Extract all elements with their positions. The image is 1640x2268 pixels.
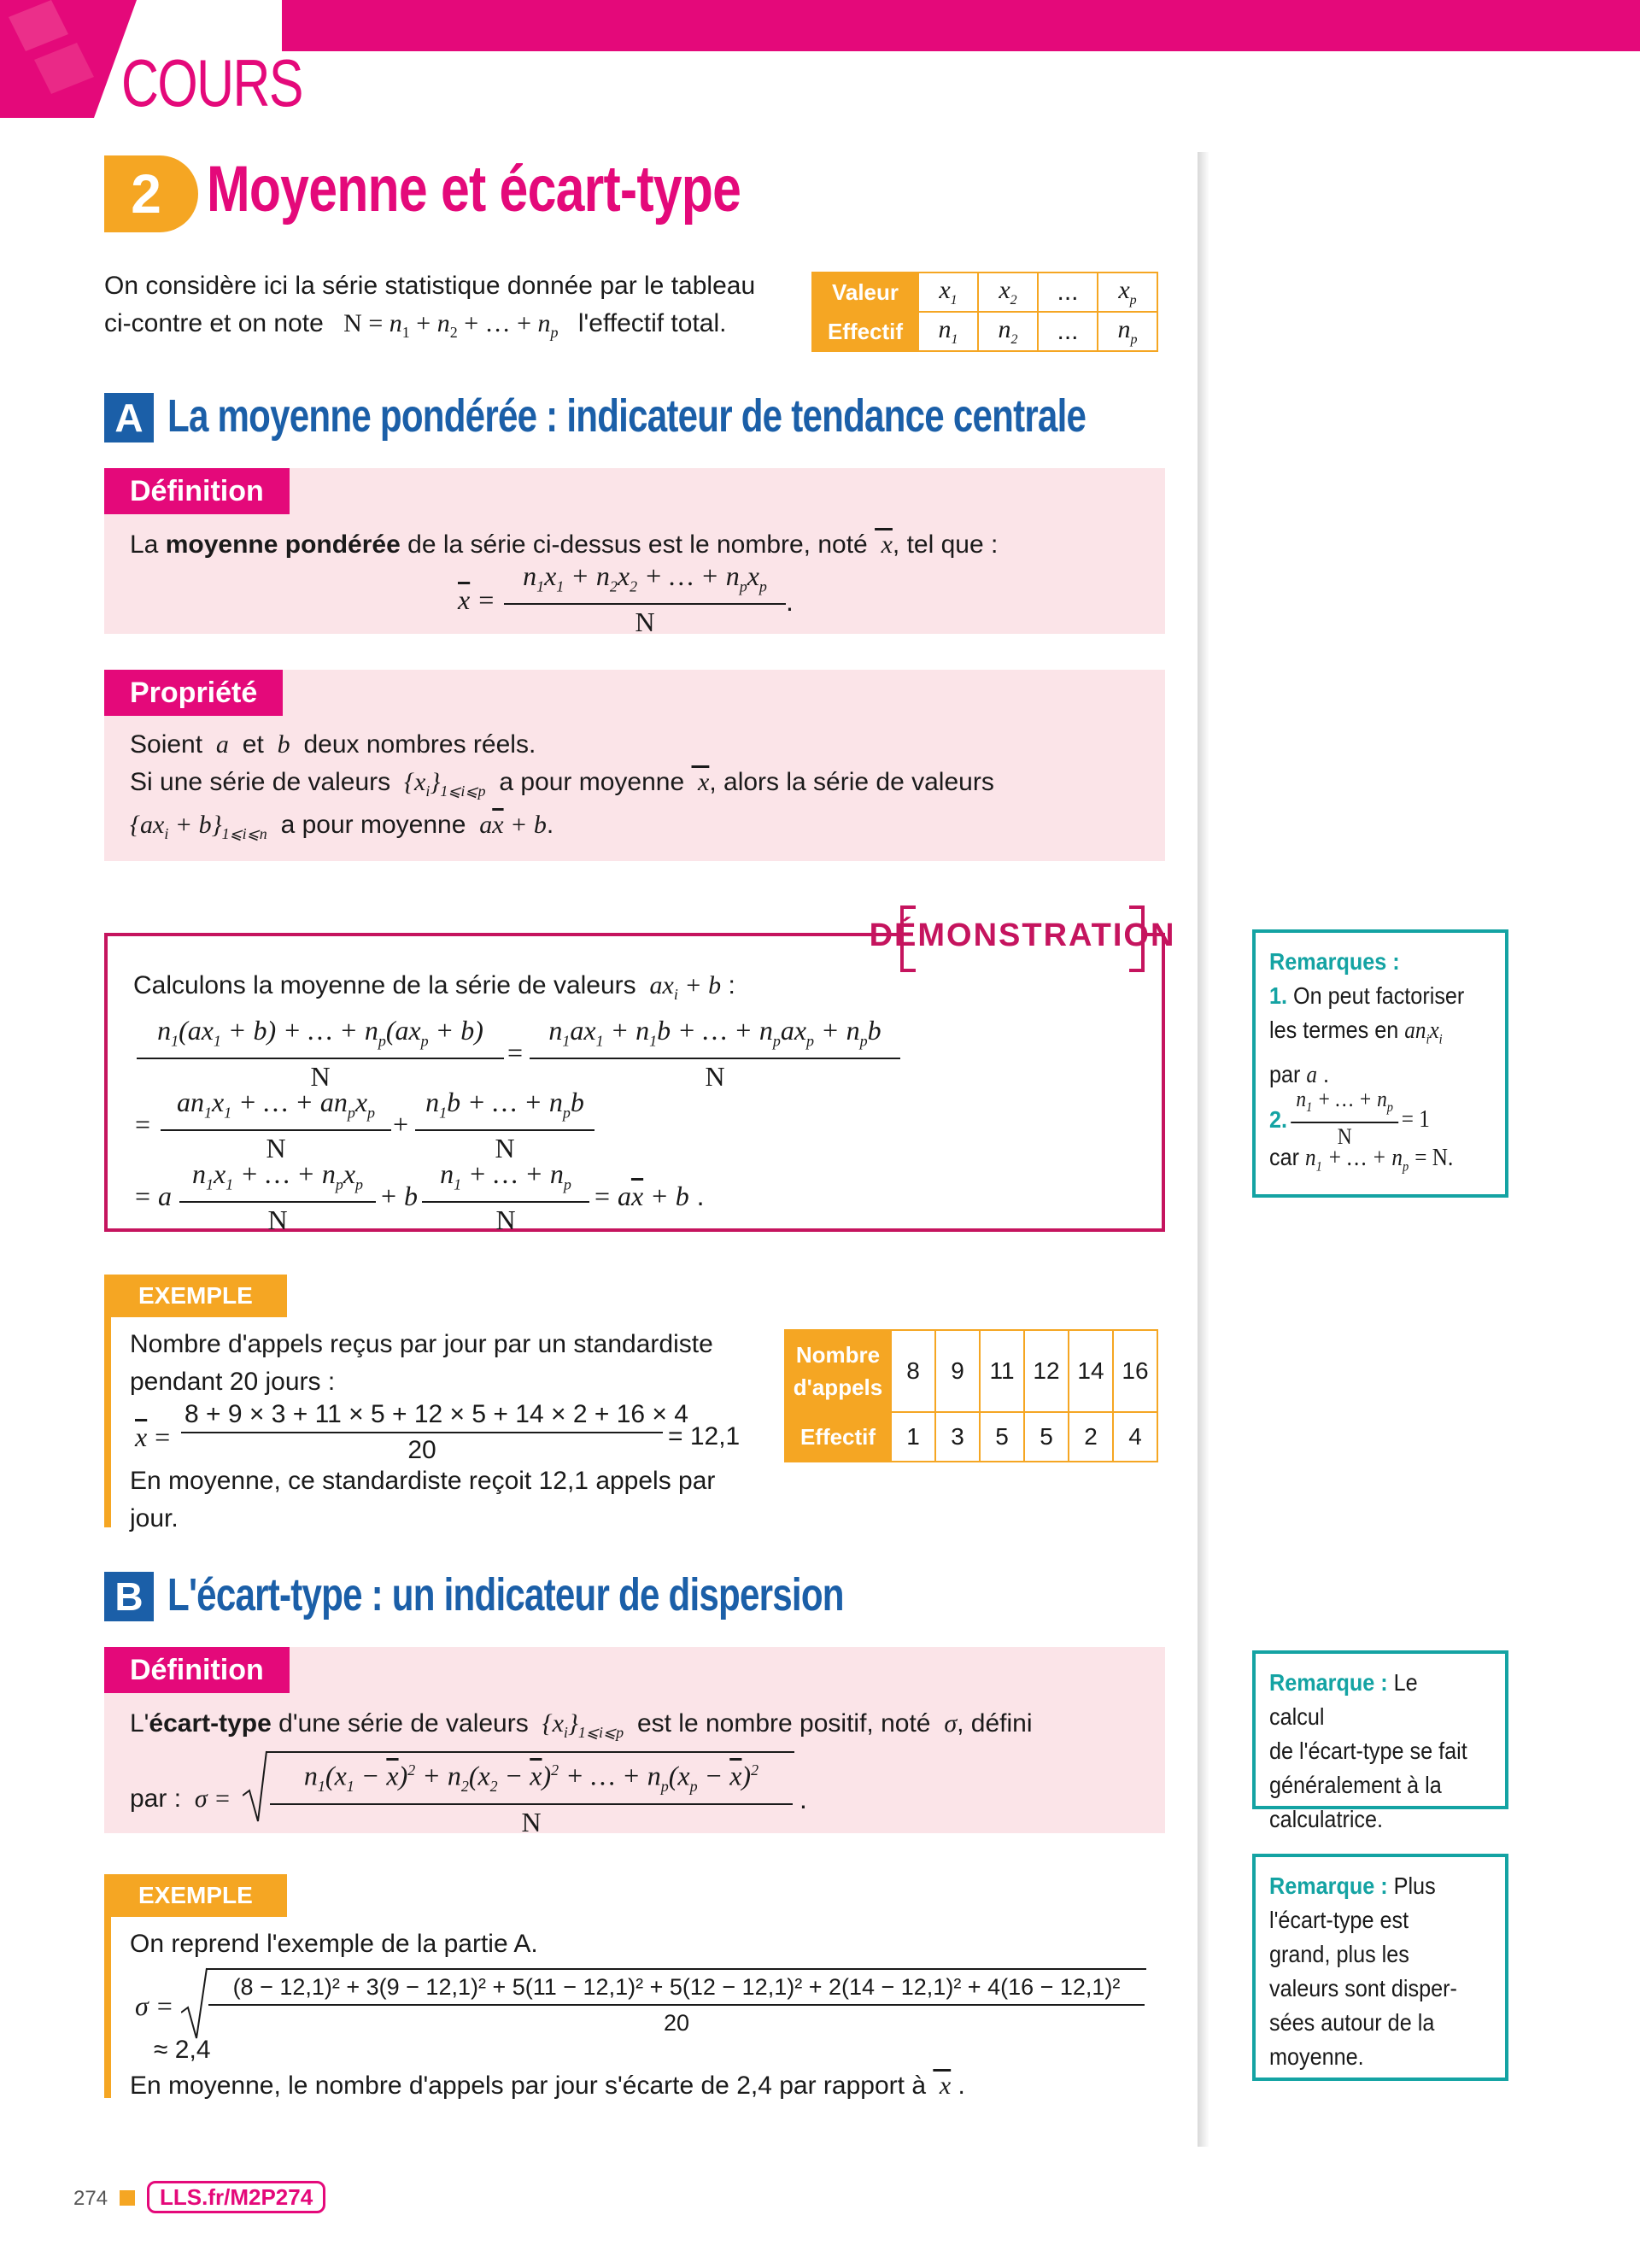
calls-value: 8 (891, 1330, 935, 1412)
remark-1-num2: 2. (1269, 1105, 1288, 1133)
value-ellipsis: ... (1038, 273, 1098, 312)
remark-1-line3: par (1269, 1060, 1301, 1087)
property-line-2 (130, 764, 994, 810)
header-bar (282, 0, 1640, 51)
calls-table-header-2: Effectif (785, 1412, 891, 1462)
remark-2-title: Remarque : (1269, 1669, 1388, 1696)
example-b-conclusion: En moyenne, le nombre d'appels par jour s'écarte de 2,4 par rapport à x . (130, 2072, 965, 2100)
x-bar-symbol: x (875, 530, 893, 559)
count-np: $n_p$ (1098, 312, 1157, 351)
example-b-denominator: 20 (663, 2010, 690, 2036)
value-table-header-value: Valeur (812, 273, 918, 312)
mean-formula-fraction: $n_1x_1 + n_2x_2$ + … + $n_px_p$ N (504, 559, 786, 639)
mean-ax-b: $a\overline{x} + b$ (472, 811, 547, 839)
calls-count: 5 (980, 1412, 1024, 1462)
demo-step3-b: $\frac{n_1 + \dots + n_p}{N}$ (422, 1157, 589, 1237)
intro-line-2b: l'effectif total. (577, 309, 727, 337)
page-shadow (1198, 152, 1210, 2147)
total-formula: $N = n_1 + n_2$ + … + $n_p$ (331, 309, 559, 341)
remark-3-line1: Plus (1387, 1872, 1436, 1899)
section-number: 2 (104, 155, 198, 232)
x-bar-symbol-2: x (691, 768, 710, 796)
def-a-bold: moyenne pondérée (165, 530, 401, 559)
calls-value: 9 (935, 1330, 980, 1412)
prop-l1c: deux nombres réels. (303, 730, 536, 759)
demo-step1-rhs: $n_1ax_1 + n_1b$ + … + $n_pax_p + n_pb$ N (530, 1013, 900, 1093)
prop-l2a: Si une série de valeurs (130, 768, 391, 796)
value-table-header-count: Effectif (812, 312, 918, 351)
std-formula-fraction: $\frac{n_1(x_1 - \overline{x})^2 + n_2(x_2 - \overline{x})^2 + \dots + n_p(x_p - \overline{x})^2}{N}$ (270, 1753, 793, 1839)
remark-box-1 (1252, 929, 1508, 1198)
remark-3-line3: grand, plus les (1269, 1941, 1409, 1967)
remark-1-line1: On peut factoriser (1287, 982, 1465, 1009)
example-b-sigma: σ = (135, 1990, 174, 2021)
example-b-conclusion-text: En moyenne, le nombre d'appels par jour s'écarte de 2,4 par rapport à (130, 2072, 927, 2100)
remark-1-content: Remarques : 1. On peut factoriser les termes en $an_ix_i$ par a . 2. $\frac{n_1 + \dots + n_p}{N}$ = 1 car $n_1$ + … + $n_p = N$. (1269, 945, 1469, 1184)
demo-eq-1: = (507, 1037, 524, 1068)
example-a-line-4: jour. (130, 1504, 179, 1533)
mean-formula-lhs: $\overline{x}$ = (458, 584, 495, 615)
def-b-before: L' (130, 1709, 149, 1738)
def-b-end: , défini (957, 1709, 1033, 1738)
value-xp: $x_p$ (1098, 273, 1157, 312)
demo-term: $ax_i + b$ (643, 971, 722, 1003)
mean-formula-dot: . (786, 586, 794, 617)
definition-a-tag: Définition (104, 468, 290, 514)
remark-2-content (1269, 1666, 1469, 1837)
count-ellipsis: ... (1038, 312, 1098, 351)
remark-box-3 (1252, 1854, 1508, 2081)
definition-b-tag: Définition (104, 1647, 290, 1693)
prop-l2c: , alors la série de valeurs (709, 768, 994, 796)
part-a-title: La moyenne pondérée : indicateur de tendance centrale (167, 390, 1086, 442)
sqrt-sign (243, 1749, 268, 1823)
prop-l2b: a pour moyenne (499, 768, 685, 796)
prop-l3: a pour moyenne (280, 811, 466, 839)
remark-1-num1: 1. (1269, 982, 1288, 1009)
calls-count: 4 (1113, 1412, 1157, 1462)
example-a-line-1: Nombre d'appels reçus par jour par un standardiste (130, 1330, 713, 1358)
remark-2-line1: Le calcul (1269, 1669, 1418, 1730)
part-a-letter: A (104, 393, 154, 442)
calls-table-header-1: Nombre d'appels (785, 1330, 891, 1412)
series-axi-b: $\{ax_i + b\}_{1⩽i⩽n}$ (130, 811, 267, 842)
example-b-fraction (208, 1970, 1145, 2040)
demo-step1-lhs: $n_1(ax_1 + b)$ + … + $n_p(ax_p + b)$ N (137, 1013, 504, 1093)
value-table (811, 272, 1158, 352)
demo-intro-text: Calculons la moyenne de la série de valeurs (133, 971, 636, 999)
std-formula-dot: . (800, 1784, 807, 1814)
remark-1-fraction: $\frac{n_1 + \dots + n_p}{N}$ (1291, 1086, 1398, 1151)
def-b-bold: écart-type (149, 1709, 272, 1738)
remark-2-line4: calculatrice. (1269, 1806, 1384, 1832)
demo-result: = $a\overline{x} + b$ . (594, 1181, 705, 1211)
header-corner-decoration (0, 0, 137, 118)
property-line-1 (130, 726, 536, 764)
page-number: 274 (73, 2187, 108, 2210)
def-b-after: d'une série de valeurs (271, 1709, 529, 1738)
definition-b-par (130, 1780, 231, 1818)
demo-intro: Calculons la moyenne de la série de valeurs $ax_i + b$ : (133, 971, 735, 1003)
example-b-line-1: On reprend l'exemple de la partie A. (130, 1930, 538, 1958)
remark-3-line4: valeurs sont disper- (1269, 1975, 1457, 2001)
calls-value: 16 (1113, 1330, 1157, 1412)
remark-2-line3: généralement à la (1269, 1772, 1442, 1798)
remark-3-content (1269, 1869, 1469, 2074)
demo-step3-a: $n_1x_1$ + … + $n_px_p$ N (179, 1157, 376, 1237)
x-bar-symbol-3: x (933, 2072, 952, 2100)
intro-line-1: On considère ici la série statistique donnée par le tableau (104, 272, 756, 300)
section-title: Moyenne et écart-type (207, 153, 741, 226)
calls-value: 11 (980, 1330, 1024, 1412)
demonstration-tag: DÉMONSTRATION (900, 905, 1145, 965)
calls-value: 12 (1024, 1330, 1069, 1412)
calls-table (784, 1329, 1158, 1462)
def-b-mid: est le nombre positif, noté (636, 1709, 931, 1738)
remark-3-title: Remarque : (1269, 1872, 1388, 1899)
value-x1: $x_1$ (918, 273, 978, 312)
value-x2: $x_2$ (978, 273, 1038, 312)
header-label: COURS (121, 45, 302, 120)
calls-count: 2 (1069, 1412, 1113, 1462)
def-a-before: La (130, 530, 166, 559)
remark-1-line2: les termes en (1269, 1017, 1399, 1043)
example-a-xbar: $\overline{x}$ = (135, 1421, 171, 1452)
count-n1: $n_1$ (918, 312, 978, 351)
demo-eq-2: = (135, 1109, 151, 1140)
demo-step2-b: $n_1b$ + … + $n_pb$ N (415, 1085, 594, 1165)
symbol-b: b (271, 730, 297, 759)
example-b-approx: ≈ 2,4 (154, 2036, 211, 2064)
example-a-fraction (181, 1398, 688, 1468)
example-a-line-2: pendant 20 jours : (130, 1368, 336, 1396)
remark-3-line5: sées autour de la (1269, 2009, 1435, 2036)
example-a-numerator: 8 + 9 × 3 + 11 × 5 + 12 × 5 + 14 × 2 + 16 × 4 (181, 1398, 663, 1433)
prop-l1a: Soient (130, 730, 203, 759)
demo-plus-3: + b (381, 1181, 418, 1211)
demo-step2-a: $an_1x_1$ + … + $an_px_p$ N (161, 1085, 391, 1165)
sigma-eq: σ = (188, 1785, 231, 1813)
calls-count: 3 (935, 1412, 980, 1462)
series-xi: $\{x_i\}_{1⩽i⩽p}$ (397, 768, 486, 800)
count-n2: $n_2$ (978, 312, 1038, 351)
example-a-result: = 12,1 (668, 1422, 741, 1450)
demo-eq-3: = a (135, 1181, 172, 1211)
footer-square-icon (120, 2190, 135, 2206)
example-a-line-3: En moyenne, ce standardiste reçoit 12,1 appels par (130, 1467, 716, 1495)
def-a-end: , tel que : (892, 530, 999, 559)
demo-plus-2: + (393, 1109, 409, 1140)
intro-line-2a: ci-contre et on note (104, 309, 324, 337)
calls-value: 14 (1069, 1330, 1113, 1412)
property-tag: Propriété (104, 670, 283, 716)
def-a-after: de la série ci-dessus est le nombre, noté (400, 530, 868, 559)
example-a-denominator: 20 (407, 1436, 436, 1464)
remark-1-fraction-line (1269, 1086, 1469, 1149)
series-xi-b: $\{x_i\}_{1⩽i⩽p}$ (536, 1709, 624, 1741)
calls-count: 5 (1024, 1412, 1069, 1462)
remark-1-line5: car (1269, 1143, 1300, 1170)
symbol-a: a (209, 730, 236, 759)
remark-box-2 (1252, 1650, 1508, 1832)
remark-1-title: Remarques : (1269, 948, 1400, 975)
part-b-letter: B (104, 1572, 154, 1621)
sigma-symbol: σ (937, 1709, 958, 1738)
remark-3-line6: moyenne. (1269, 2043, 1364, 2070)
remark-2-line2: de l'écart-type se fait (1269, 1738, 1467, 1764)
def-b-par-text: par : (130, 1785, 182, 1813)
intro-line-2 (104, 305, 726, 351)
example-b-tag: EXEMPLE (104, 1874, 287, 1917)
example-b-numerator: (8 − 12,1)² + 3(9 − 12,1)² + 5(11 − 12,1)² + 5(12 − 12,1)² + 2(14 − 12,1)² + 4(16 − 12,1)² (208, 1970, 1145, 2006)
property-line-3: $\{ax_i + b\}_{1⩽i⩽n}$ a pour moyenne $a\overline{x} + b$. (130, 811, 554, 842)
footer-link[interactable]: LLS.fr/M2P274 (147, 2181, 325, 2213)
prop-l1b: et (242, 730, 264, 759)
remark-3-line2: l'écart-type est (1269, 1907, 1409, 1933)
definition-b-text (130, 1705, 1033, 1751)
calls-count: 1 (891, 1412, 935, 1462)
remark-1-eq1: = 1 (1401, 1105, 1430, 1133)
sqrt-sign-example (181, 1966, 208, 2040)
part-b-title: L'écart-type : un indicateur de dispersion (167, 1569, 844, 1620)
example-a-tag: EXEMPLE (104, 1275, 287, 1317)
